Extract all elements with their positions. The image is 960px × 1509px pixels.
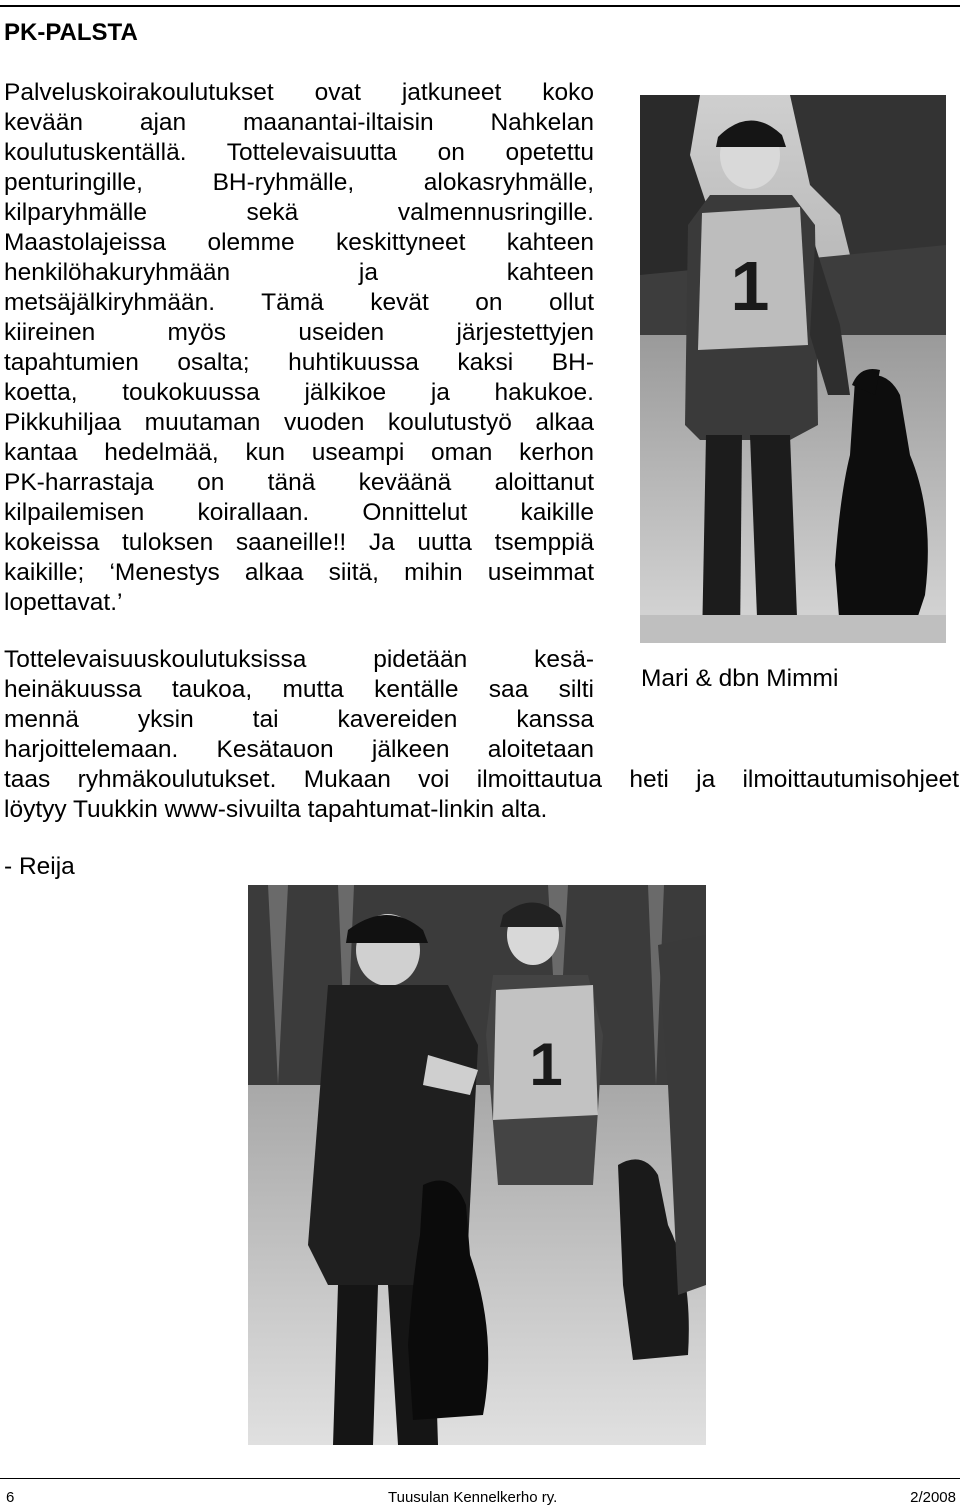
- photo-caption: Mari & dbn Mimmi: [641, 665, 839, 692]
- text-line: Pikkuhiljaa muutaman vuoden koulutustyö alkaa: [4, 409, 594, 436]
- text-line: PK-harrastaja on tänä keväänä aloittanut: [4, 469, 594, 496]
- text-line: lopettavat.’: [4, 589, 123, 616]
- article-paragraph-1: [4, 78, 594, 618]
- text-line: metsäjälkiryhmään. Tämä kevät on ollut: [4, 289, 594, 316]
- footer-page-number: 6: [6, 1489, 15, 1506]
- text-line: harjoittelemaan. Kesätauon jälkeen aloitetaan: [4, 736, 594, 763]
- text-line: Palveluskoirakoulutukset ovat jatkuneet koko: [4, 79, 594, 106]
- text-line: mennä yksin tai kavereiden kanssa: [4, 706, 594, 733]
- text-line: henkilöhakuryhmään ja kahteen: [4, 259, 594, 286]
- footer-issue: 2/2008: [910, 1489, 956, 1506]
- text-line: kilparyhmälle sekä valmennusringille.: [4, 199, 594, 226]
- text-line: kilpailemisen koirallaan. Onnittelut kaikille: [4, 499, 594, 526]
- photo-handler-with-dog: [640, 95, 946, 643]
- text-line: koetta, toukokuussa jälkikoe ja hakukoe.: [4, 379, 594, 406]
- top-rule: [0, 5, 960, 7]
- vest-number: 1: [529, 1031, 563, 1098]
- vest-number: 1: [730, 247, 770, 325]
- photo2-illustration: [248, 885, 706, 1445]
- text-line: Tottelevaisuuskoulutuksissa pidetään kesä-: [4, 646, 594, 673]
- text-line: kevään ajan maanantai-iltaisin Nahkelan: [4, 109, 594, 136]
- text-line: kantaa hedelmää, kun useampi oman kerhon: [4, 439, 594, 466]
- text-line: heinäkuussa taukoa, mutta kentälle saa silti: [4, 676, 594, 703]
- photo1-illustration: [640, 95, 946, 643]
- page-title: PK-PALSTA: [4, 19, 138, 46]
- photo-award-handover: [248, 885, 706, 1445]
- text-line: Maastolajeissa olemme keskittyneet kahteen: [4, 229, 594, 256]
- text-line: taas ryhmäkoulutukset. Mukaan voi ilmoittautua heti ja ilmoittautumisohjeet: [4, 766, 959, 793]
- text-line: löytyy Tuukkin www-sivuilta tapahtumat-linkin alta.: [4, 796, 548, 823]
- footer-publisher: Tuusulan Kennelkerho ry.: [388, 1489, 558, 1506]
- article-signature: - Reija: [4, 853, 75, 880]
- text-line: koulutuskentällä. Tottelevaisuutta on opetettu: [4, 139, 594, 166]
- article-paragraph-2: [4, 645, 959, 825]
- footer-rule: [0, 1478, 960, 1479]
- text-line: kiireinen myös useiden järjestettyjen: [4, 319, 594, 346]
- text-line: penturingille, BH-ryhmälle, alokasryhmälle,: [4, 169, 594, 196]
- text-line: kokeissa tuloksen saaneille!! Ja uutta tsemppiä: [4, 529, 594, 556]
- text-line: tapahtumien osalta; huhtikuussa kaksi BH-: [4, 349, 594, 376]
- text-line: kaikille; ‘Menestys alkaa siitä, mihin useimmat: [4, 559, 594, 586]
